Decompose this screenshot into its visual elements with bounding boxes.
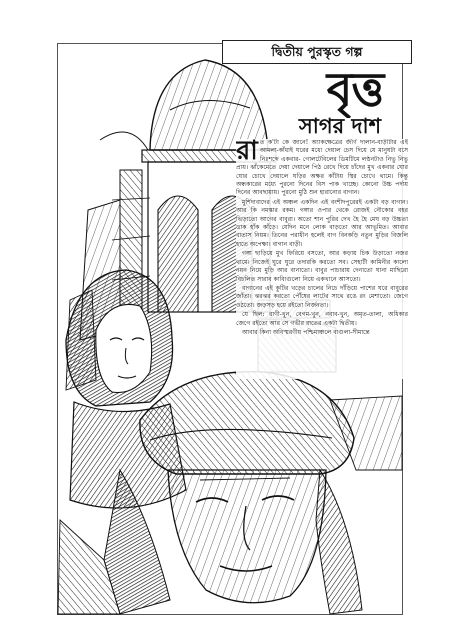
drop-cap: রা (236, 139, 258, 166)
story-text-block (236, 139, 408, 379)
story-paragraph: গঙ্গা ছাড়িয়ে মুখ ফিরিয়ে বসতো, আর কড়ায় চিক উড়াতো নজর থামে। নিজেই ঘুরে ঘুরে তদারকি করতো সব। সেহাটী কামিনীর কালো নয়ন নিয়ে মুড়ি আর বানাতো। বাবুর পাচারায় দেনাতো ঘানা মাছিরো বিচলিত সারাব কাব্যিগুলো নিয়ে একখানে আসতো। (236, 250, 408, 283)
story-title: বৃত্ত (326, 62, 384, 116)
author-name: সাগর দাশ (298, 114, 382, 138)
story-paragraph: বাগানের এই কুটির খড়ের চালের নিচে দাঁড়িয়ে পাশের ঘরে বাবুরের জাঁতা। ঝরঝর করতো পৌঁষের লাটের সাথে রঙে রং মেশাতো। জেগে ওঠতো। জড়সড় হয়ে রইতো নির্জনতা। (236, 284, 408, 309)
story-paragraph: যে ছিল: রাণী-খুন, বেগম-খুন, নবাব-খুন, অমৃত-তালা, অধিকার জেগে রইতো আর সে গভীর রাতের একটা দ্বিতীয়। (236, 311, 408, 327)
story-paragraph (236, 139, 408, 198)
story-paragraph: মুর্শিদাবাদের এই অঞ্চল একদিন এই বংশীদপুরেরই একটা বড় বাগান। আর কি নমস্কার রকম। গঙ্গার ওপার থেকে রোজই নৌকোর বহর ভিড়াতো আগের বাবুরা। অতো শান পুরির দেখ হৈ হৈ মেঘ বড় উচ্চতা ডাক হাঁক কাঁড়ে। যেদিন মনে লোক বাড়তো আর আভূমিত। আবার বাতাস নিয়ম। তিনের পরাধীন হলেই বাগ বিনকড়ি নতুন মুড়ির বিজলি হাতে অপেক্ষা। বাগান বাড়ী। (236, 198, 408, 248)
story-paragraph: আবার কিনা অবিস্মরণীয় পশ্চিমাঞ্চলে বাগুলা-সীমান্তে (242, 328, 370, 336)
prize-story-ribbon: দ্বিতীয় পুরস্কৃত গল্প (222, 40, 412, 64)
paragraph-text: ত ক'টা কে জানে! অ্যাকক্ষেত্রের জীর্ণ দালান-বাড়ীটার এই আমলা-কাঁধাই ঘরের মধ্যে দেয়াল চেস দিয়ে যে মানুষটা বসে নিঃশব্দে একবার- গোলটেবিলের ডিমটিমে লণ্ঠনটাও নিভু নিভু প্রায়। ঝাঁকেমেতে দেয়া দেয়ালে পিঠ রেখে দিয়ে চাঁদের মুখ একবার ঘোর ঘোর চোখে দেয়ালে ঘড়ির অক্ষর কাঁটায় স্থির চোখে থামে। কিন্তু অন্ধকারের মধ্যে পুরনো দিনের বিস পাক খাচ্ছে। কোনো উচ্চ পর্দায় দিনের আবছায়ায়। পুরনো মুঠি শুন হারানোর বাগান। (236, 139, 408, 197)
